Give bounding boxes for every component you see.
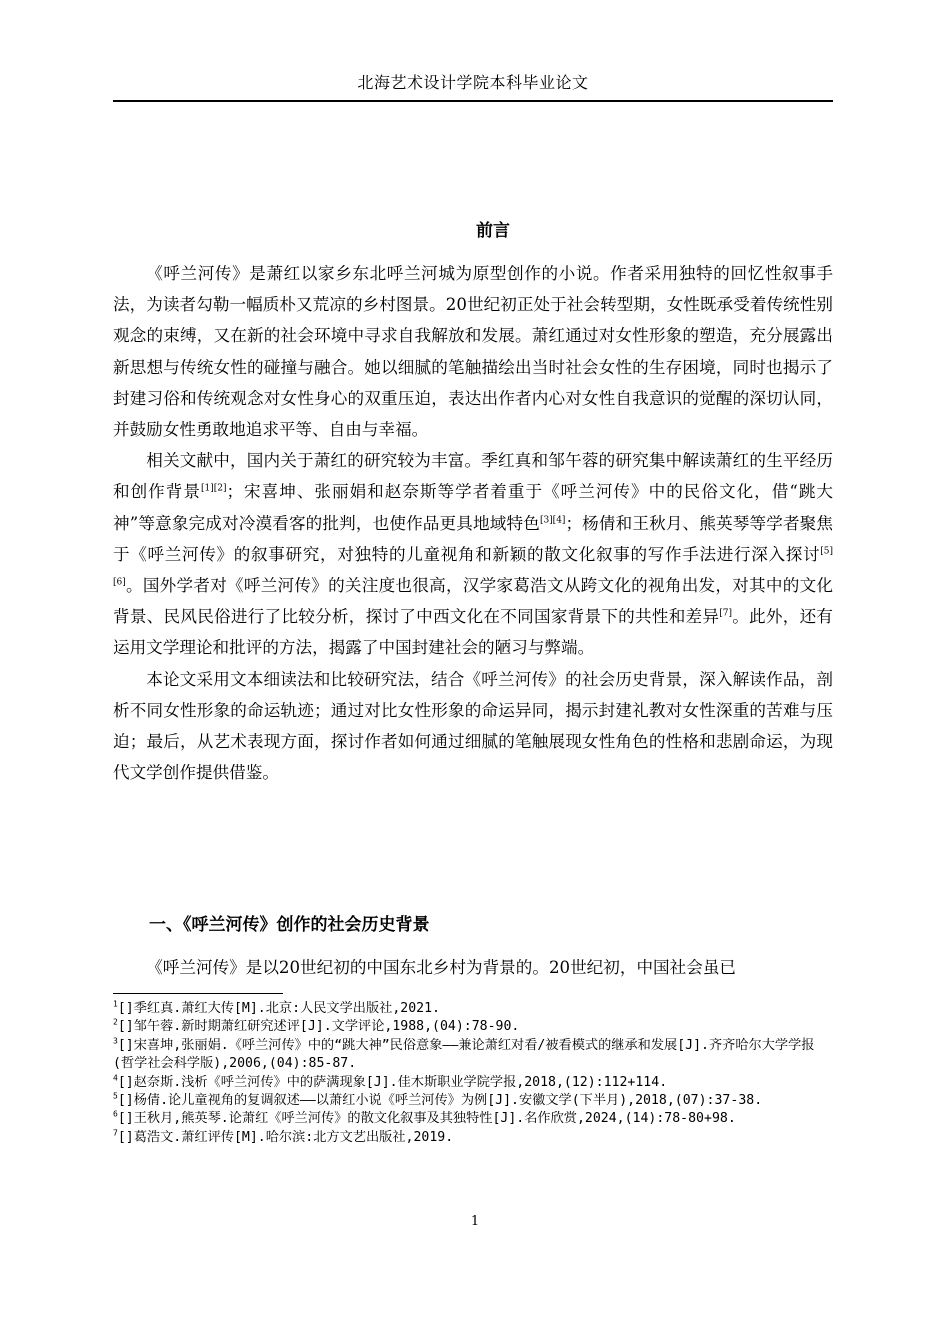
- footnotes: [113, 1000, 835, 1147]
- paragraph-text: 本论文采用文本细读法和比较研究法，结合《呼兰河传》的社会历史背景，深入解读作品，剖析不同女性形象的命运轨迹；通过对比女性形象的命运异同，揭示封建礼教对女性深重的苦难与压迫；最后，从艺术表现方面，探讨作者如何通过细腻的笔触展现女性角色的性格和悲剧命运，为现代文学创作提供借鉴。: [113, 669, 833, 783]
- footnote-number: 5: [113, 1091, 118, 1101]
- paragraph-text: ；宋喜坤、张丽娟和赵奈斯等学者着重于《呼兰河传》中的民俗文化，借“跳大神”等意象完成对冷漠看客的批判，也使作品更具地域特色: [113, 482, 833, 533]
- running-header: 北海艺术设计学院本科毕业论文: [357, 73, 589, 92]
- footnote: [113, 1018, 835, 1036]
- paragraph-text: ；杨倩和王秋月、熊英琴等学者聚焦于《呼兰河传》的叙事研究，对独特的儿童视角和新颖的散文化叙事的写作手法进行深入探讨: [113, 513, 834, 564]
- footnote-text: []杨倩.论儿童视角的复调叙述——以萧红小说《呼兰河传》为例[J].安徽文学(下半月),2018,(07):37-38.: [117, 1093, 763, 1109]
- footnote-text: []王秋月,熊英琴.论萧红《呼兰河传》的散文化叙事及其独特性[J].名作欣赏,2024,(14):78-80+98.: [117, 1111, 736, 1127]
- footnote-text: []赵奈斯.浅析《呼兰河传》中的萨满现象[J].佳木斯职业学院学报,2018,(12):112+114.: [117, 1074, 668, 1090]
- footnote-number: 3: [113, 1036, 118, 1046]
- footnote-text: []季红真.萧红大传[M].北京:人民文学出版社,2021.: [117, 1001, 440, 1016]
- section-heading: 一、《呼兰河传》创作的社会历史背景: [149, 915, 430, 935]
- footnote-number: 7: [113, 1128, 118, 1138]
- preface-title: 前言: [476, 221, 510, 241]
- paragraph-text: 《呼兰河传》是萧红以家乡东北呼兰河城为原型创作的小说。作者采用独特的回忆性叙事手法，为读者勾勒一幅质朴又荒凉的乡村图景。20世纪初正处于社会转型期，女性既承受着传统性别观念的束缚，又在新的社会环境中寻求自我解放和发展。萧红通过对女性形象的塑造，充分展露出新思想与传统女性的碰撞与融合。她以细腻的笔触描绘出当时社会女性的生存困境，同时也揭示了封建习俗和传统观念对女性身心的双重压迫，表达出作者内心对女性自我意识的觉醒的深切认同，并鼓励女性勇敢地追求平等、自由与幸福。: [113, 264, 833, 440]
- preface-paragraph-2: [113, 445, 833, 663]
- footnote-separator: [113, 993, 283, 994]
- header-rule: [113, 100, 833, 102]
- footnote: [113, 1092, 835, 1110]
- section-first-line: 《呼兰河传》是以20世纪初的中国东北乡村为背景的。20世纪初，中国社会虽已: [146, 958, 737, 977]
- paragraph-text: 。国外学者对《呼兰河传》的关注度也很高，汉学家葛浩文从跨文化的视角出发，对其中的文化背景、民风民俗进行了比较分析，探讨了中西文化在不同国家背景下的共性和差异: [113, 576, 833, 627]
- footnote: [113, 1129, 835, 1147]
- paragraph-text: 相关文献中，国内关于萧红的研究较为丰富。季红真和邹午蓉的研究集中解读萧红的生平经历和创作背景: [113, 451, 833, 502]
- citation-marker[interactable]: [5][6]: [113, 546, 833, 588]
- preface-body: [113, 258, 833, 788]
- preface-paragraph-3: [113, 664, 833, 789]
- footnote-number: 4: [113, 1073, 118, 1083]
- footnote: [113, 1110, 835, 1128]
- citation-marker[interactable]: [7]: [719, 608, 732, 619]
- footnote: [113, 1074, 835, 1092]
- footnote-text: []邹午蓉.新时期萧红研究述评[J].文学评论,1988,(04):78-90.: [117, 1019, 520, 1035]
- footnote-number: 1: [113, 999, 118, 1009]
- footnote-number: 2: [113, 1018, 118, 1028]
- footnote-text: []宋喜坤,张丽娟.《呼兰河传》中的“跳大神”民俗意象——兼论萧红对看/被看模式的继承和发展[J].齐齐哈尔大学学报(哲学社会科学版),2006,(04):85-87.: [113, 1037, 815, 1072]
- footnote: [113, 1037, 835, 1074]
- paragraph-text: 。此外，还有运用文学理论和批评的方法，揭露了中国封建社会的陋习与弊端。: [113, 607, 834, 658]
- page-number: 1: [470, 1214, 480, 1229]
- citation-marker[interactable]: [1][2]: [200, 483, 227, 494]
- footnote-text: []葛浩文.萧红评传[M].哈尔滨:北方文艺出版社,2019.: [117, 1129, 454, 1145]
- preface-paragraph-1: [113, 258, 833, 445]
- citation-marker[interactable]: [3][4]: [539, 515, 566, 526]
- footnote-number: 6: [113, 1110, 118, 1120]
- footnote: [113, 1000, 835, 1018]
